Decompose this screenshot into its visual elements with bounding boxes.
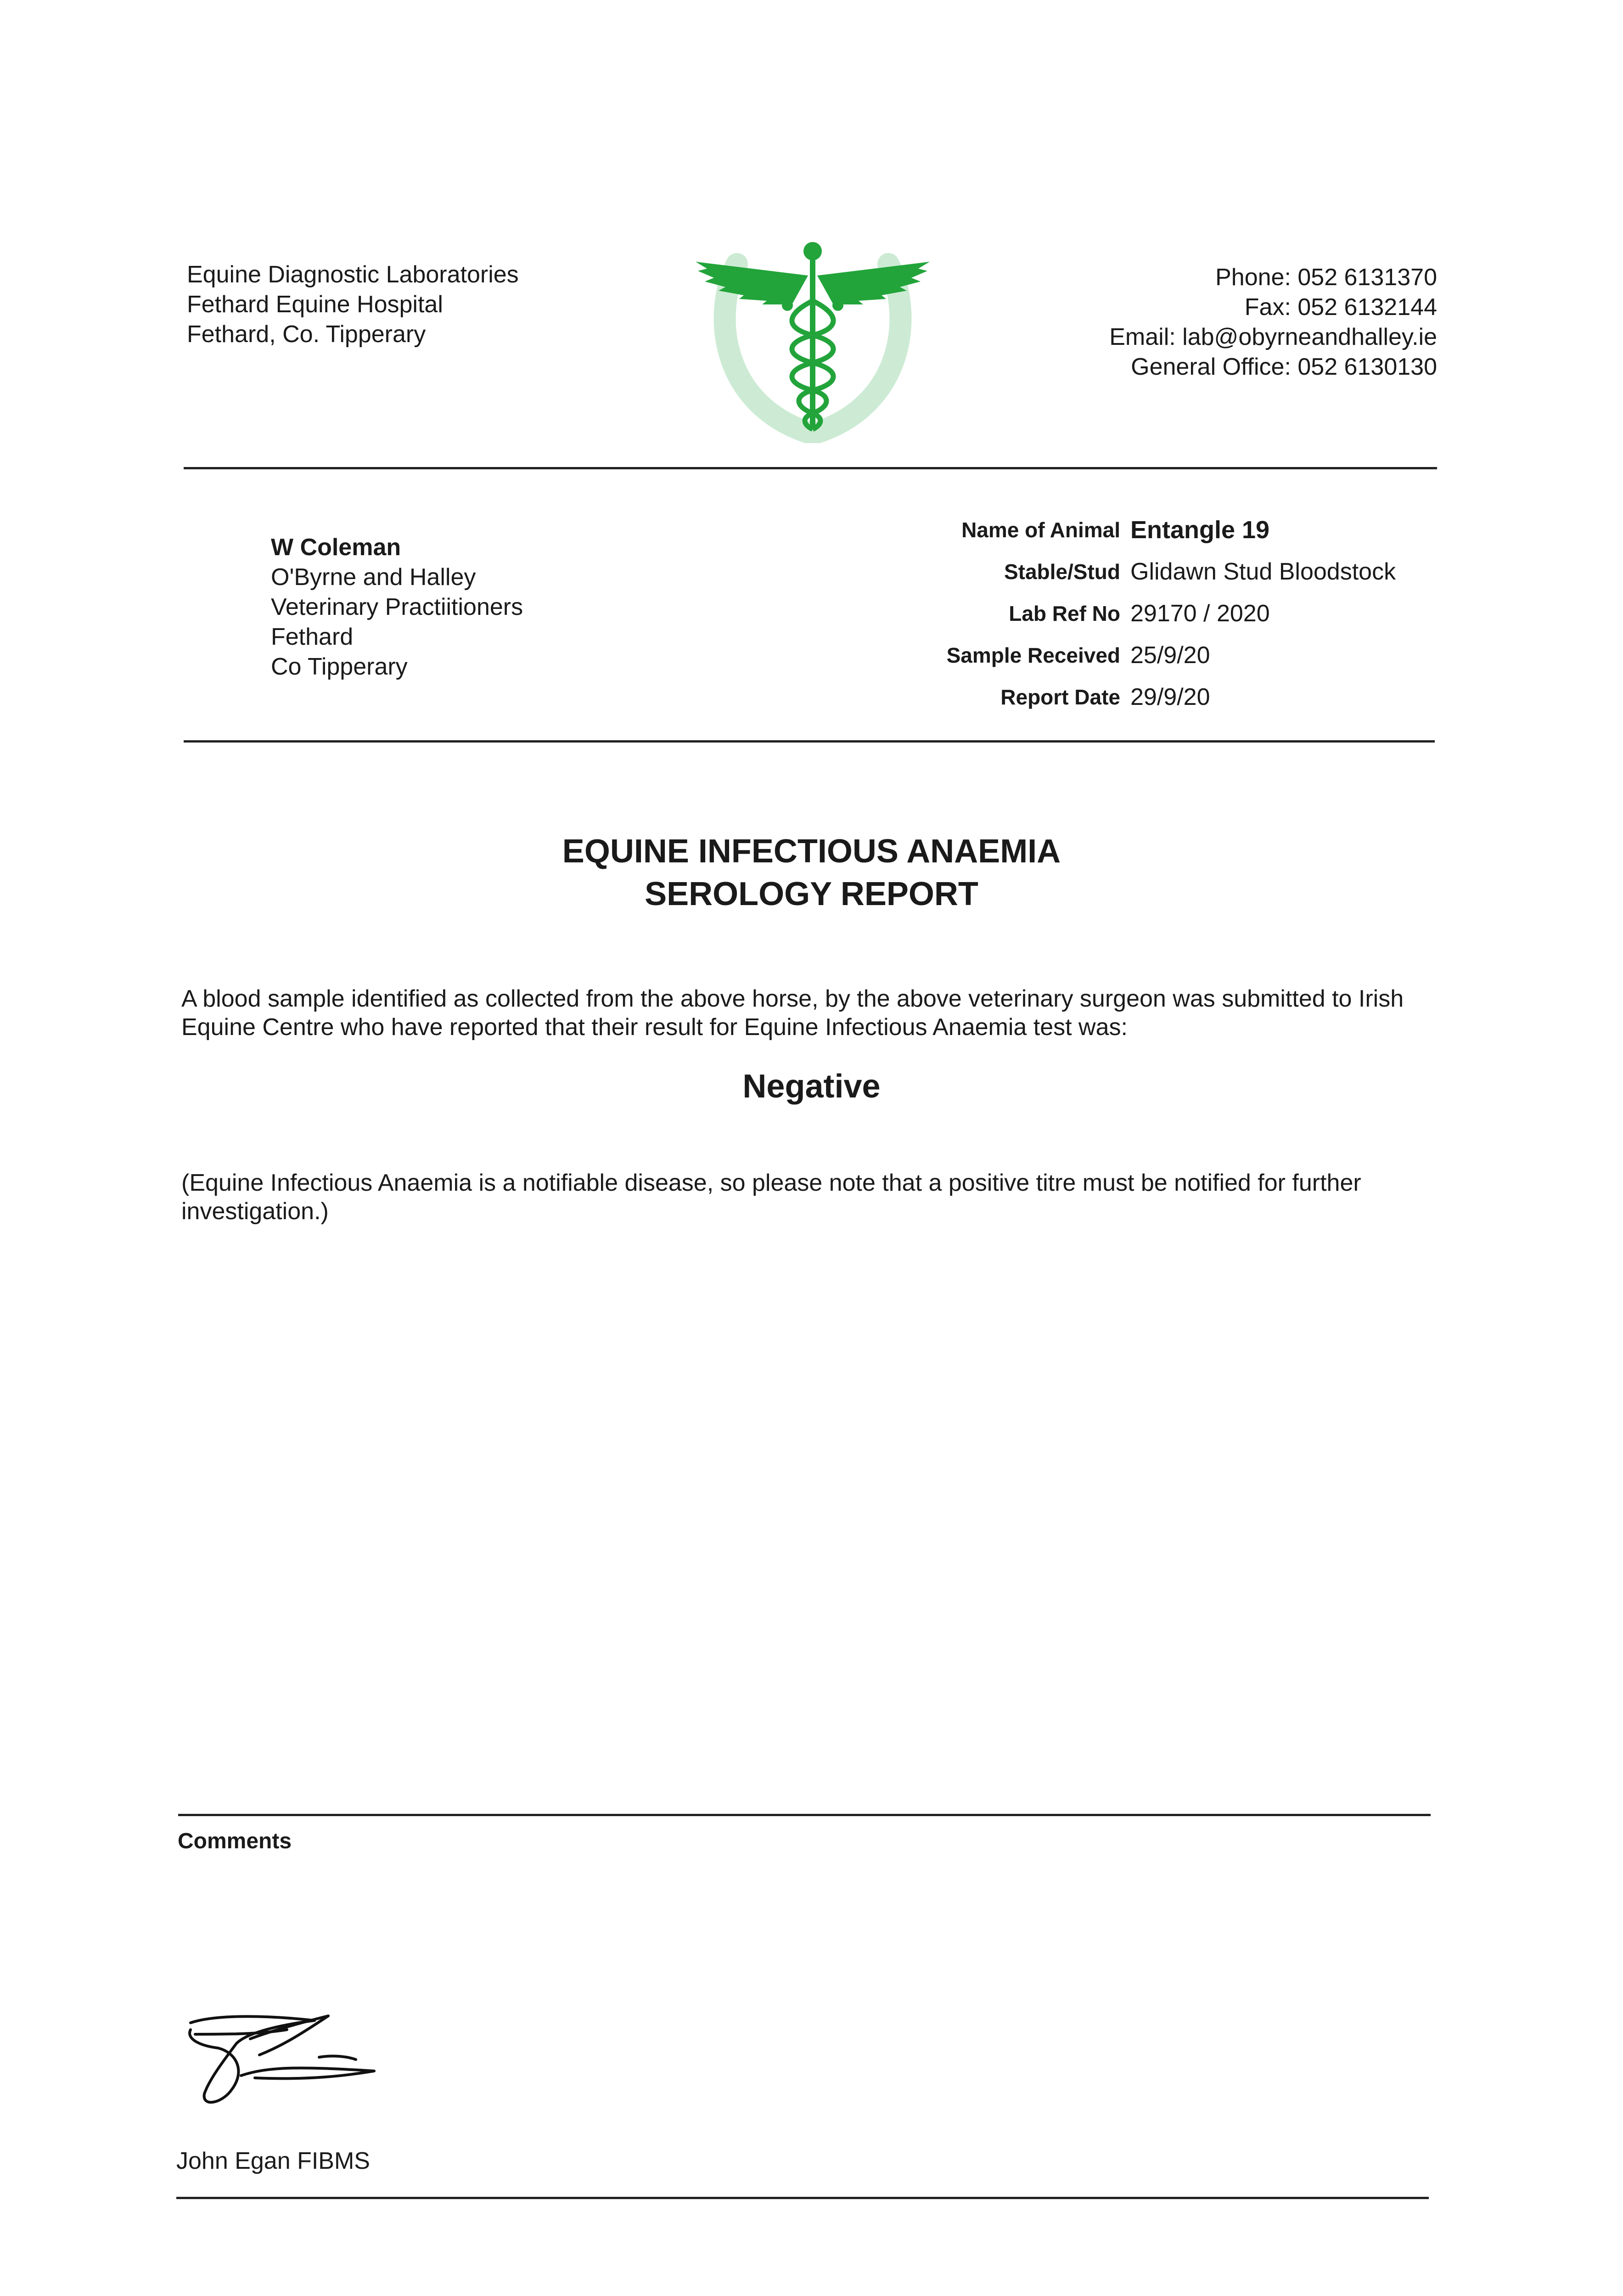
detail-label: Stable/Stud <box>1004 559 1120 584</box>
phone-number: Phone: 052 6131370 <box>1215 264 1437 291</box>
detail-label: Name of Animal <box>961 518 1120 542</box>
signature-image <box>181 2002 393 2117</box>
recipient-county: Co Tipperary <box>271 653 408 680</box>
lab-address <box>187 260 519 349</box>
footer-divider <box>176 2197 1429 2199</box>
recipient-address <box>271 533 523 682</box>
report-note: (Equine Infectious Anaemia is a notifiable disease, so please note that a positive titre must be notified for further investigation.) <box>181 1170 1361 1225</box>
general-office-number: General Office: 052 6130130 <box>1131 354 1437 380</box>
report-title-line2: SEROLOGY REPORT <box>645 876 978 912</box>
fax-number: Fax: 052 6132144 <box>1244 294 1437 321</box>
detail-value: 29/9/20 <box>1130 683 1210 710</box>
signer-name: John Egan FIBMS <box>176 2148 370 2174</box>
detail-label: Lab Ref No <box>1009 601 1120 625</box>
detail-value: 29170 / 2020 <box>1130 600 1270 627</box>
lab-name: Equine Diagnostic Laboratories <box>187 261 519 288</box>
header-divider <box>184 467 1437 469</box>
detail-row-sample-received <box>904 634 1396 676</box>
lab-contact <box>1109 263 1437 382</box>
recipient-name: W Coleman <box>271 534 401 561</box>
caduceus-logo-icon <box>693 232 932 443</box>
report-title <box>0 830 1623 916</box>
recipient-practice-type: Veterinary Practiitioners <box>271 594 523 620</box>
lab-hospital: Fethard Equine Hospital <box>187 291 443 318</box>
comments-divider <box>178 1814 1431 1816</box>
detail-label: Report Date <box>1000 685 1120 709</box>
comments-label: Comments <box>178 1829 292 1853</box>
detail-row-animal <box>904 509 1396 551</box>
detail-value: Glidawn Stud Bloodstock <box>1130 558 1396 585</box>
detail-row-report-date <box>904 676 1396 718</box>
details-divider <box>184 740 1435 743</box>
recipient-practice: O'Byrne and Halley <box>271 564 476 591</box>
detail-row-lab-ref <box>904 592 1396 634</box>
detail-row-stable <box>904 551 1396 592</box>
test-result: Negative <box>742 1068 881 1105</box>
detail-value: Entangle 19 <box>1130 516 1270 544</box>
recipient-town: Fethard <box>271 624 354 650</box>
detail-value: 25/9/20 <box>1130 642 1210 669</box>
lab-location: Fethard, Co. Tipperary <box>187 321 426 348</box>
detail-label: Sample Received <box>946 643 1120 667</box>
email-address: Email: lab@obyrneandhalley.ie <box>1109 324 1437 350</box>
report-intro: A blood sample identified as collected from the above horse, by the above veterinary surgeon was submitted to Irish Equine Centre who have reported that their result for Equine Infectious Anaemia test was: <box>181 985 1404 1041</box>
report-title-line1: EQUINE INFECTIOUS ANAEMIA <box>562 833 1061 870</box>
sample-details <box>904 509 1396 718</box>
